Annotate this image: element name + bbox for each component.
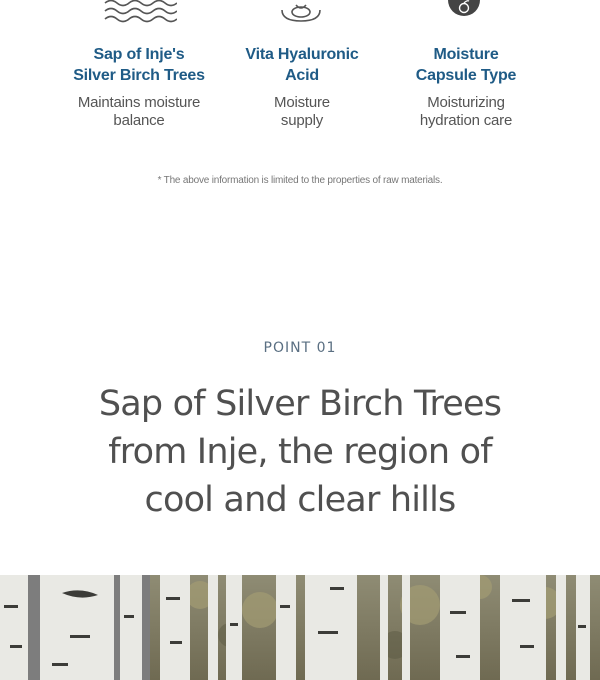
feature-description: Moisture supply [274, 94, 330, 129]
point-label: POINT 01 [263, 340, 337, 356]
feature-title: Vita Hyaluronic Acid [245, 46, 359, 84]
birch-forest-photo [0, 575, 600, 680]
wave-lines-icon [103, 0, 177, 26]
water-drop-ripple-icon [274, 0, 328, 26]
moisture-capsule-icon [446, 0, 482, 24]
headline-line: Sap of Silver Birch Trees [98, 384, 502, 424]
headline-line: cool and clear hills [144, 480, 456, 520]
feature-birch-sap [44, 44, 234, 130]
feature-title: Moisture Capsule Type [415, 46, 517, 84]
feature-moisture-capsule [371, 44, 561, 130]
headline-line: from Inje, the region of [108, 432, 492, 472]
feature-title: Sap of Inje's Silver Birch Trees [73, 46, 205, 84]
feature-description: Moisturizing hydration care [419, 94, 513, 129]
birch-forest-illustration [0, 575, 600, 680]
feature-hyaluronic-acid [207, 44, 397, 130]
feature-icons-row [0, 0, 600, 30]
raw-materials-note: * The above information is limited to the properties of raw materials. [157, 175, 443, 186]
section-headline [0, 380, 600, 524]
feature-description: Maintains moisture balance [77, 94, 201, 129]
